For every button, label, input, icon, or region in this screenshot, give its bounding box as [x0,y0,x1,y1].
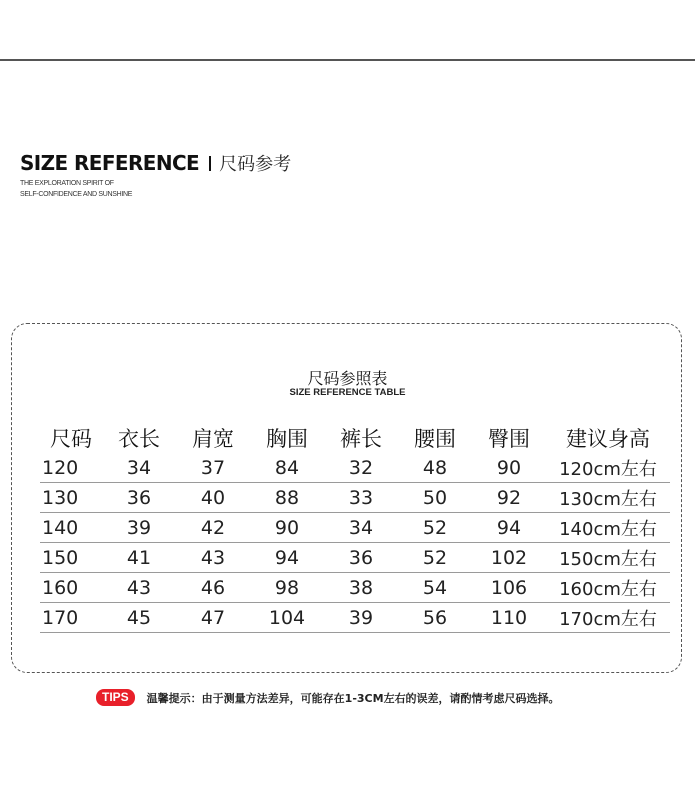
table-cell: 33 [324,483,398,513]
size-table [40,423,670,633]
column-header-hip: 臀围 [488,427,530,451]
table-cell: 47 [176,603,250,633]
table-cell: 170cm左右 [546,603,670,633]
table-cell: 36 [102,483,176,513]
column-header-length: 衣长 [118,427,160,451]
tips-badge: TIPS [96,689,135,706]
table-cell: 32 [324,453,398,483]
heading-separator [209,156,211,171]
tips-note [96,689,560,706]
table-cell: 160 [40,573,102,603]
section-heading [20,150,291,176]
table-title-cn: 尺码参照表 [307,369,388,388]
table-cell: 45 [102,603,176,633]
heading-title-en: SIZE REFERENCE [20,151,200,175]
table-row [40,543,670,573]
table-cell: 150cm左右 [546,543,670,573]
table-cell: 40 [176,483,250,513]
table-cell: 90 [250,513,324,543]
table-row [40,573,670,603]
table-row [40,483,670,513]
table-cell: 140cm左右 [546,513,670,543]
table-cell: 92 [472,483,546,513]
table-cell: 110 [472,603,546,633]
table-cell: 90 [472,453,546,483]
table-header-row [40,423,670,453]
table-cell: 170 [40,603,102,633]
column-header-pants-length: 裤长 [340,427,382,451]
column-header-shoulder: 肩宽 [192,427,234,451]
tagline [20,178,132,200]
table-cell: 36 [324,543,398,573]
table-cell: 84 [250,453,324,483]
column-header-size: 尺码 [50,427,92,451]
table-cell: 102 [472,543,546,573]
table-cell: 42 [176,513,250,543]
table-title-en: SIZE REFERENCE TABLE [289,387,406,398]
table-cell: 41 [102,543,176,573]
table-cell: 52 [398,543,472,573]
table-row [40,513,670,543]
table-cell: 94 [250,543,324,573]
table-cell: 56 [398,603,472,633]
column-header-height: 建议身高 [566,427,650,451]
table-cell: 43 [176,543,250,573]
table-cell: 38 [324,573,398,603]
table-cell: 46 [176,573,250,603]
table-cell: 140 [40,513,102,543]
table-cell: 106 [472,573,546,603]
table-cell: 54 [398,573,472,603]
column-header-chest: 胸围 [266,427,308,451]
tagline-line-2: SELF-CONFIDENCE AND SUNSHINE [20,191,133,198]
heading-title-cn: 尺码参考 [219,154,292,175]
table-cell: 150 [40,543,102,573]
table-cell: 130 [40,483,102,513]
table-cell: 34 [102,453,176,483]
table-cell: 130cm左右 [546,483,670,513]
table-cell: 120cm左右 [546,453,670,483]
tips-text: 温馨提示：由于测量方法差异，可能存在1-3CM左右的误差，请酌情考虑尺码选择。 [146,691,560,705]
table-cell: 48 [398,453,472,483]
table-row [40,453,670,483]
table-cell: 34 [324,513,398,543]
table-cell: 88 [250,483,324,513]
table-cell: 94 [472,513,546,543]
table-cell: 39 [324,603,398,633]
table-cell: 50 [398,483,472,513]
table-cell: 43 [102,573,176,603]
table-cell: 104 [250,603,324,633]
table-cell: 39 [102,513,176,543]
table-cell: 160cm左右 [546,573,670,603]
tagline-line-1: THE EXPLORATION SPIRIT OF [20,180,114,187]
table-cell: 52 [398,513,472,543]
column-header-waist: 腰围 [414,427,456,451]
top-divider [0,59,695,61]
table-cell: 37 [176,453,250,483]
table-cell: 120 [40,453,102,483]
table-row [40,603,670,633]
table-cell: 98 [250,573,324,603]
